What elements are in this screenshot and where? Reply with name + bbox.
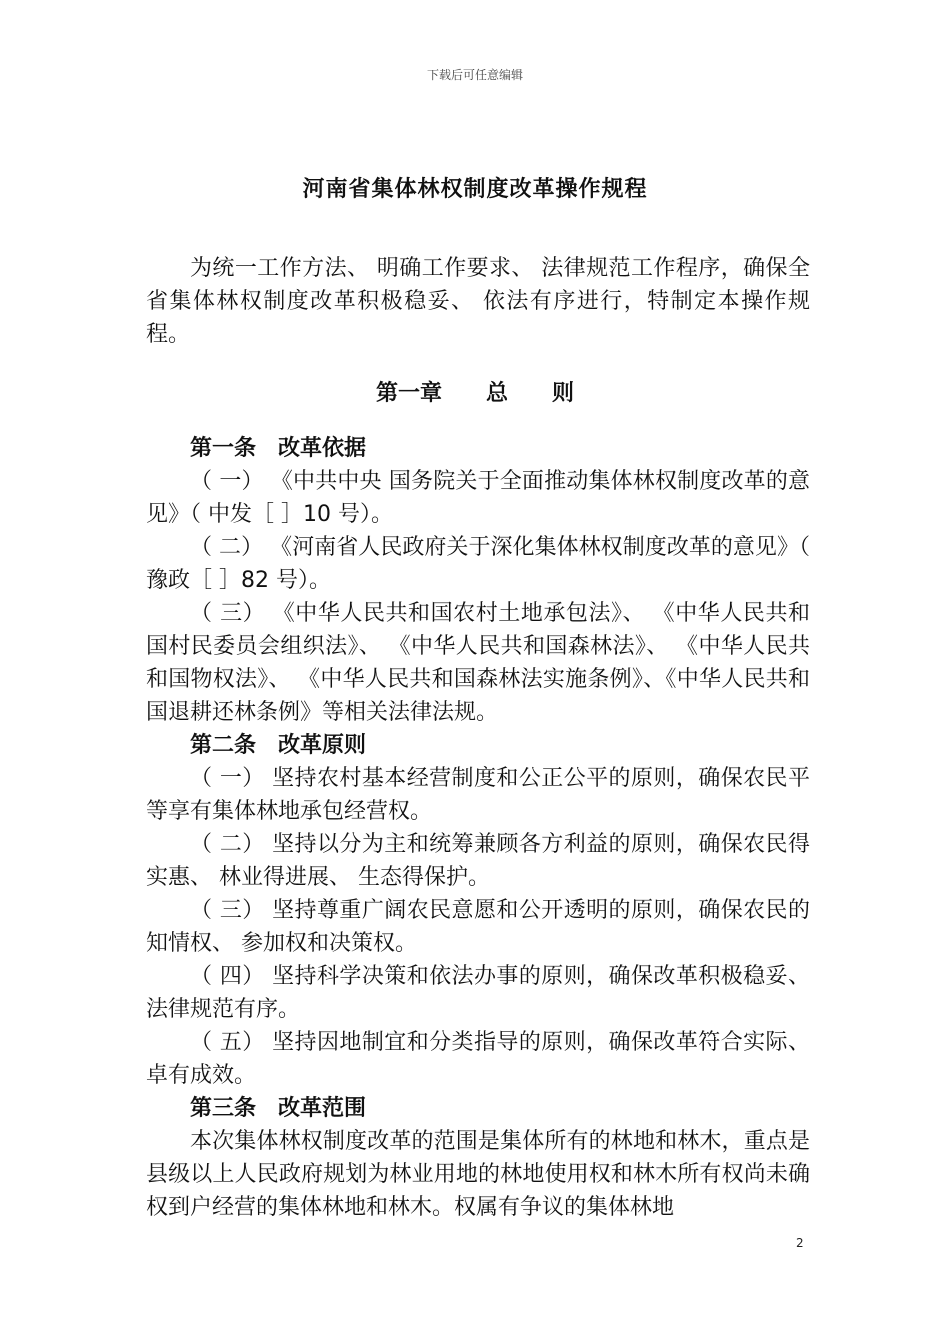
chapter-word-2: 则 bbox=[552, 381, 575, 406]
article-heading: 第二条 改革原则 bbox=[190, 733, 367, 758]
page-number: 2 bbox=[796, 1236, 804, 1250]
preamble-block bbox=[146, 252, 810, 351]
chapter-word-1: 总 bbox=[485, 381, 508, 406]
article-paragraph: （ 五） 坚持因地制宜和分类指导的原则，确保改革符合实际、 卓有成效。 bbox=[146, 1030, 810, 1088]
articles-block bbox=[146, 432, 810, 1224]
article-paragraph: （ 一） 《中共中央 国务院关于全面推动集体林权制度改革的意见》（ 中发［ ］10 号）。 bbox=[146, 469, 810, 527]
article-paragraph: （ 三） 坚持尊重广阔农民意愿和公开透明的原则，确保农民的知情权、 参加权和决策权。 bbox=[146, 898, 810, 956]
header-note: 下载后可任意编辑 bbox=[426, 68, 523, 82]
article-heading: 第一条 改革依据 bbox=[190, 436, 367, 461]
article-paragraph: （ 二） 《河南省人民政府关于深化集体林权制度改革的意见》（ 豫政［ ］82 号）。 bbox=[146, 535, 810, 593]
article-paragraph: （ 一） 坚持农村基本经营制度和公正公平的原则，确保农民平等享有集体林地承包经营权。 bbox=[146, 766, 810, 824]
article-paragraph: （ 四） 坚持科学决策和依法办事的原则，确保改革积极稳妥、 法律规范有序。 bbox=[146, 964, 810, 1022]
article-paragraph: （ 三） 《中华人民共和国农村土地承包法》、 《中华人民共和国村民委员会组织法》、 《中华人民共和国森林法》、 《中华人民共和国物权法》、 《中华人民共和国森林法实施条例》、《中华人民共和国退耕还林条例》等相关法律法规。 bbox=[146, 601, 810, 725]
preamble-paragraph: 为统一工作方法、 明确工作要求、 法律规范工作程序，确保全省集体林权制度改革积极稳妥、 依法有序进行，特制定本操作规程。 bbox=[146, 256, 810, 347]
document-title: 河南省集体林权制度改革操作规程 bbox=[302, 177, 648, 202]
article-paragraph: 本次集体林权制度改革的范围是集体所有的林地和林木，重点是县级以上人民政府规划为林业用地的林地使用权和林木所有权尚未确权到户经营的集体林地和林木。权属有争议的集体林地 bbox=[146, 1129, 810, 1220]
chapter-heading bbox=[0, 376, 950, 407]
article-heading: 第三条 改革范围 bbox=[190, 1096, 367, 1121]
article-paragraph: （ 二） 坚持以分为主和统筹兼顾各方利益的原则，确保农民得实惠、 林业得进展、 生态得保护。 bbox=[146, 832, 810, 890]
chapter-number: 第一章 bbox=[375, 381, 442, 406]
